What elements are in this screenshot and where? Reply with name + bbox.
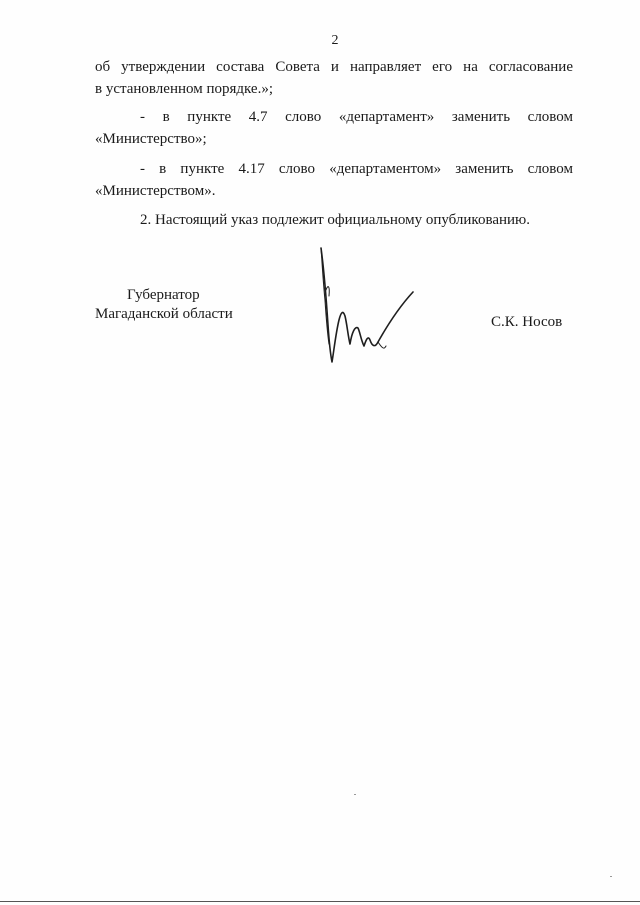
scan-speck <box>354 794 356 795</box>
page-number: 2 <box>331 33 339 48</box>
amendment-item-continuation: «Министерством». <box>95 183 216 199</box>
footer-rule <box>0 901 640 902</box>
publication-clause: 2. Настоящий указ подлежит официальному опубликованию. <box>140 212 531 228</box>
scan-speck <box>610 876 612 877</box>
body-text-line: в установленном порядке.»; <box>95 81 274 97</box>
signatory-name: С.К. Носов <box>491 314 563 330</box>
amendment-item: - в пункте 4.7 слово «департамент» заменить словом <box>140 109 573 125</box>
signatory-region: Магаданской области <box>95 306 233 322</box>
handwritten-signature <box>312 240 422 370</box>
body-text-line: об утверждении состава Совета и направляет его на согласование <box>95 59 573 75</box>
amendment-item-continuation: «Министерство»; <box>95 131 207 147</box>
signatory-position: Губернатор <box>127 287 200 303</box>
amendment-item: - в пункте 4.17 слово «департаментом» заменить словом <box>140 161 573 177</box>
